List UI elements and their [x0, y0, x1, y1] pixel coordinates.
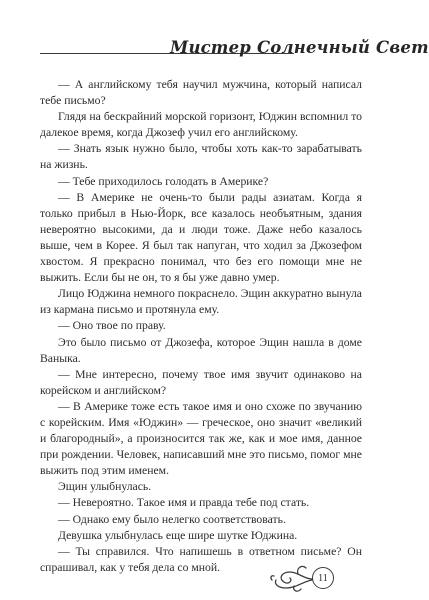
paragraph: — Мне интересно, почему твое имя звучит одинаково на корейском и английском? — [40, 367, 362, 397]
paragraph: — В Америке тоже есть такое имя и оно схоже по звучанию с корейским. Имя «Юджин» — греческое, оно значит «великий и благородный», а произносится так же, как и мое имя, данное при рождении. Человек, написавший мне это письмо, помог мне выжить под этим именем. — [40, 399, 362, 478]
paragraph: — Однако ему было нелегко соответствовать. — [58, 512, 286, 526]
paragraph: — Знать язык нужно было, чтобы хоть как-то зарабатывать на жизнь. — [40, 142, 362, 172]
floral-swirl-icon — [268, 560, 352, 594]
running-header-title: Мистер Солнечный Свет — [170, 38, 429, 57]
paragraph: — Ты справился. Что напишешь в ответном письме? Он спрашивал, как у тебя дела со мной. — [40, 544, 362, 574]
page-number-badge — [312, 567, 334, 589]
paragraph: — Невероятно. Такое имя и правда тебе под стать. — [58, 496, 310, 510]
paragraph: Лицо Юджина немного покраснело. Эщин аккуратно вынула из кармана письмо и протянула ему. — [40, 287, 362, 317]
paragraph: — Оно твое по праву. — [58, 319, 166, 333]
paragraph: — В Америке не очень-то были рады азиатам. Когда я только прибыл в Нью-Йорк, все казалось необъятным, здания невероятно высокими, да и люди тоже. Даже небо казалось выше, чем в Корее. Я был так напуган, что ходил за Джозефом хвостом. Я прекрасно понимал, что без его помощи мне не выжить. Если бы не он, то я бы уже давно умер. — [40, 190, 362, 285]
page-number: 11 — [318, 572, 328, 584]
paragraph: Девушка улыбнулась еще шире шутке Юджина. — [58, 528, 298, 542]
paragraph: Это было письмо от Джозефа, которое Эщин нашла в доме Ваныка. — [40, 335, 362, 365]
paragraph: — А английскому тебя научил мужчина, который написал тебе письмо? — [40, 78, 362, 108]
paragraph: — Тебе приходилось голодать в Америке? — [58, 174, 269, 188]
paragraph: Эщин улыбнулась. — [58, 480, 152, 494]
paragraph: Глядя на бескрайний морской горизонт, Юджин вспомнил то далекое время, когда Джозеф учил его английскому. — [40, 110, 362, 140]
body-text — [40, 77, 362, 576]
